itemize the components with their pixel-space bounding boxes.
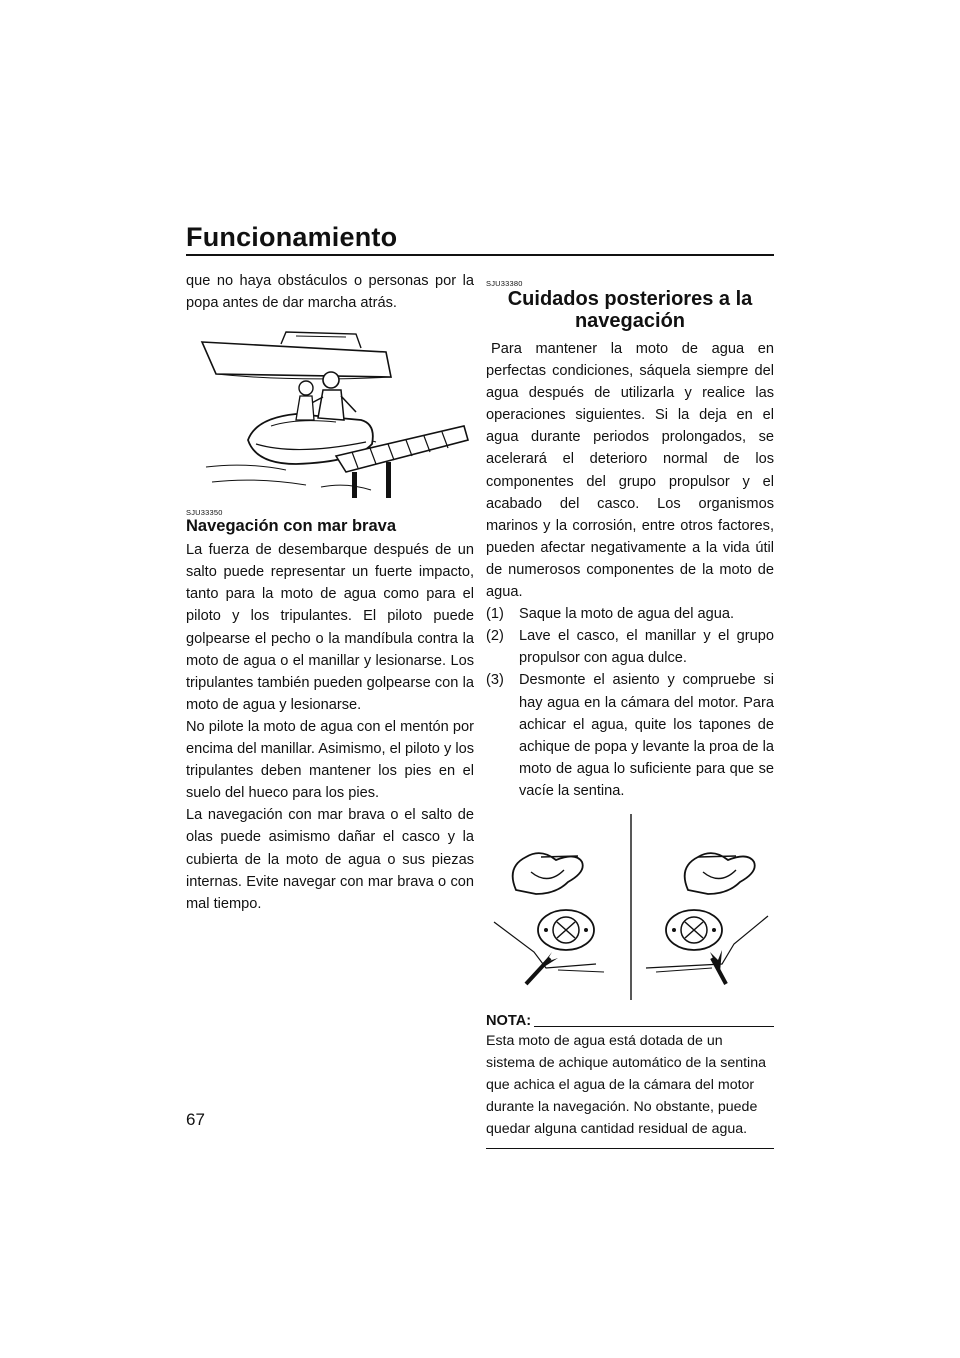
- steps-list: [486, 603, 774, 802]
- note-header: [486, 1012, 774, 1030]
- section-title: Navegación con mar brava: [186, 517, 397, 536]
- step-number: (2): [486, 628, 504, 645]
- section-code: SJU33350: [186, 508, 223, 518]
- reverse-illustration: [186, 322, 474, 502]
- paragraph: La navegación con mar brava o el salto de olas puede asimismo dañar el casco y la cubierta de la moto de agua o sus piezas internas. Evite navegar con mar brava o con mal tiempo.: [186, 807, 474, 912]
- list-item: [486, 669, 774, 802]
- page-number: 67: [186, 1110, 205, 1129]
- note-rule: [534, 1026, 774, 1027]
- paragraph: Para mantener la moto de agua en perfectas condiciones, sáquela siempre del agua después de utilizarla y realice las operaciones siguientes. Si la deja en el agua durante periodos prolongados, se acelerará el deterioro normal de los componentes del grupo propulsor y el acabado del casco. Los organismos marinos y la corrosión, entre otros factores, pueden afectar negativamente a la vida útil de numerosos componentes de la moto de agua.: [486, 341, 774, 601]
- note-label: NOTA:: [486, 1012, 532, 1029]
- note-end-rule: [486, 1148, 774, 1149]
- step-text: Saque la moto de agua del agua.: [519, 606, 735, 623]
- paragraph: No pilote la moto de agua con el mentón por encima del manillar. Asimismo, el piloto y los tripulantes deben mantener los pies en el suelo del hueco para los pies.: [186, 718, 474, 802]
- list-item: [486, 603, 774, 625]
- list-item: [486, 625, 774, 669]
- step-text: Desmonte el asiento y compruebe si hay agua en la cámara del motor. Para achicar el agua, quite los tapones de achique de popa y levante la proa de la moto de agua lo suficiente para que se vacíe la sentina.: [519, 672, 774, 799]
- section-title-line-2: navegación: [574, 310, 686, 332]
- title-rule: [186, 254, 774, 256]
- left-column: [186, 270, 474, 915]
- step-number: (1): [486, 606, 504, 623]
- note-text: Esta moto de agua está dotada de un sistema de achique automático de la sentina que achica el agua de la cámara del motor durante la navegación. No obstante, puede quedar alguna cantidad residual de agua.: [486, 1032, 766, 1138]
- section-title: [486, 288, 774, 332]
- page-title: Funcionamiento: [186, 222, 398, 252]
- section-title-line-1: Cuidados posteriores a la: [507, 288, 753, 310]
- step-text: Lave el casco, el manillar y el grupo propulsor con agua dulce.: [519, 628, 774, 667]
- section-code: SJU33380: [486, 279, 523, 288]
- right-column: [486, 279, 774, 1149]
- intro-paragraph: que no haya obstáculos o personas por la popa antes de dar marcha atrás.: [186, 273, 474, 312]
- step-number: (3): [486, 672, 504, 689]
- paragraph: La fuerza de desembarque después de un salto puede representar un fuerte impacto, tanto para la moto de agua como para el piloto y los tripulantes. El piloto puede golpearse el pecho o la mandíbula contra la moto de agua o el manillar y lesionarse. Los tripulantes también pueden golpearse con la moto de agua y lesionarse.: [186, 542, 474, 713]
- drain-plugs-illustration: [486, 812, 774, 1002]
